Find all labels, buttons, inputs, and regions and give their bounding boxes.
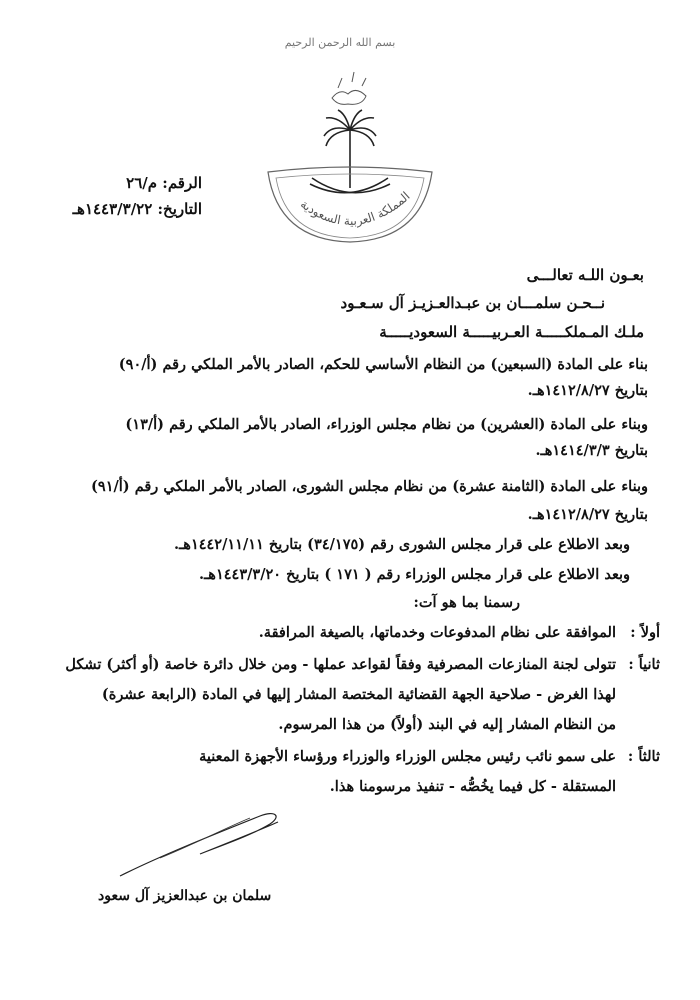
item-3-line-2: المستقلة - كل فيما يخُصُّه - تنفيذ مرسومنا هذا. xyxy=(329,778,616,795)
calligraphy-mark xyxy=(332,90,366,104)
review-shura: وبعد الاطلاع على قرار مجلس الشورى رقم (٣٤/١٧٥) بتاريخ ١٤٤٢/١١/١١هـ. xyxy=(173,536,630,553)
preamble-3-line-1: وبناء على المادة (الثامنة عشرة) من نظام مجلس الشورى، الصادر بالأمر الملكي رقم (أ/٩١) xyxy=(91,478,648,495)
item-2-line-3: من النظام المشار إليه في البند (أولاً) من هذا المرسوم. xyxy=(278,716,616,733)
intro-line-3: ملـك المـملكـــــة العـربيـــــة السعوديـــــة xyxy=(379,323,644,341)
intro-line-1: بعـون اللـه تعالـــى xyxy=(526,266,644,284)
item-3-label: ثالثاً : xyxy=(627,748,660,765)
preamble-1-line-2: بتاريخ ١٤١٢/٨/٢٧هـ. xyxy=(527,382,648,399)
item-2-line-2: لهذا الغرض - صلاحية الجهة القضائية المختصة المشار إليها في المادة (الرابعة عشرة) xyxy=(101,686,616,703)
preamble-3-line-2: بتاريخ ١٤١٢/٨/٢٧هـ. xyxy=(527,506,648,523)
review-cabinet: وبعد الاطلاع على قرار مجلس الوزراء رقم ( ١٧١ ) بتاريخ ١٤٤٣/٣/٢٠هـ. xyxy=(199,566,630,583)
basmala: بسم الله الرحمن الرحيم xyxy=(284,36,396,49)
item-2-label: ثانياً : xyxy=(628,656,660,673)
item-1-label: أولاً : xyxy=(630,624,660,641)
decree-intro: رسمنا بما هو آت: xyxy=(413,594,520,611)
reference-number: الرقم: م/٢٦ xyxy=(126,174,202,192)
item-2-line-1: تتولى لجنة المنازعات المصرفية وفقاً لقواعد عملها - ومن خلال دائرة خاصة (أو أكثر) تشكل xyxy=(65,656,616,673)
document-date: التاريخ: ١٤٤٣/٣/٢٢هـ xyxy=(72,200,202,218)
preamble-2-line-2: بتاريخ ١٤١٤/٣/٣هـ. xyxy=(535,442,648,459)
seal-text: المملكة العربية السعودية xyxy=(297,189,413,229)
signature xyxy=(100,796,300,886)
preamble-1-line-1: بناء على المادة (السبعين) من النظام الأساسي للحكم، الصادر بالأمر الملكي رقم (أ/٩٠) xyxy=(118,356,648,373)
preamble-2-line-1: وبناء على المادة (العشرين) من نظام مجلس الوزراء، الصادر بالأمر الملكي رقم (أ/١٣) xyxy=(125,416,648,433)
item-3-line-1: على سمو نائب رئيس مجلس الوزراء والوزراء ورؤساء الأجهزة المعنية xyxy=(199,748,616,765)
intro-line-2: نــحـن سلمـــان بن عبـدالعـزيـز آل سـعـود xyxy=(340,294,605,312)
royal-emblem-seal xyxy=(262,60,438,250)
signatory-name: سلمان بن عبدالعزيز آل سعود xyxy=(98,888,272,904)
palm-tree-icon xyxy=(324,110,376,188)
item-1-line-1: الموافقة على نظام المدفوعات وخدماتها، بالصيغة المرافقة. xyxy=(258,624,616,641)
